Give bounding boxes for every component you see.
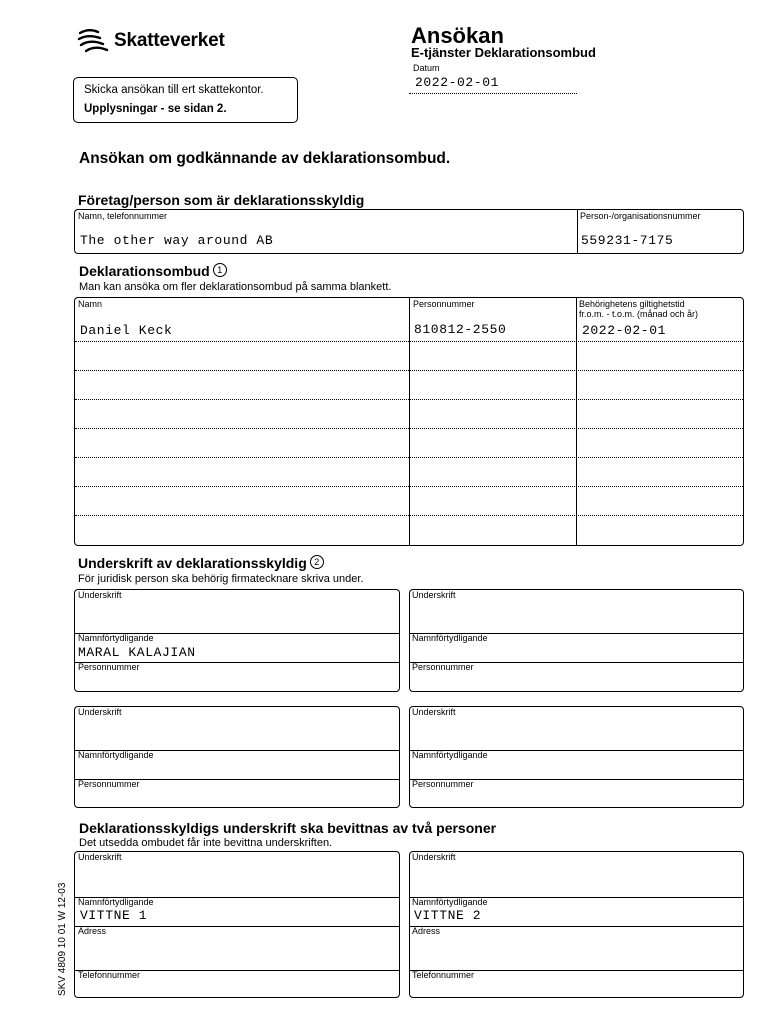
signer-1-name-label: Namnförtydligande — [78, 633, 154, 643]
skatteverket-logo — [76, 26, 225, 56]
notice-line-1: Skicka ansökan till ert skattekontor. — [84, 84, 264, 96]
company-box — [74, 209, 744, 254]
date-value[interactable]: 2022-02-01 — [415, 75, 500, 90]
signer-box-1 — [74, 589, 400, 692]
ombud-row-1-valid[interactable]: 2022-02-01 — [582, 323, 667, 338]
ombud-row-line — [75, 399, 743, 400]
witness-2-name-label: Namnförtydligande — [412, 897, 488, 907]
ombud-col-valid-line1: Behörighetens giltighetstid — [579, 299, 685, 309]
witness-1-sign-label: Underskrift — [78, 852, 122, 862]
signature-subtext: För juridisk person ska behörig firmatecknare skriva under. — [78, 573, 364, 585]
signer-4-pnr-label: Personnummer — [412, 779, 474, 789]
company-orgnr-label: Person-/organisationsnummer — [580, 211, 701, 221]
witness-2-divider — [410, 926, 743, 927]
ombud-row-line — [75, 341, 743, 342]
company-heading: Företag/person som är deklarationsskyldig — [78, 192, 365, 208]
witness-1-address-label: Adress — [78, 926, 107, 936]
witness-2-address-label: Adress — [412, 926, 441, 936]
signer-3-sign-label: Underskrift — [78, 707, 122, 717]
witness-subtext: Det utsedda ombudet får inte bevittna underskriften. — [79, 837, 333, 849]
form-code: SKV 4809 10 01 W 12-03 — [57, 882, 68, 996]
form-subtitle: E-tjänster Deklarationsombud — [411, 45, 596, 60]
ombud-row-1-name[interactable]: Daniel Keck — [80, 323, 173, 338]
ombud-subtext: Man kan ansöka om fler deklarationsombud på samma blankett. — [79, 281, 392, 293]
company-name-label: Namn, telefonnummer — [78, 211, 168, 221]
signer-1-pnr-label: Personnummer — [78, 662, 140, 672]
signer-3-pnr-label: Personnummer — [78, 779, 140, 789]
signer-box-2 — [409, 589, 744, 692]
signer-4-sign-label: Underskrift — [412, 707, 456, 717]
ombud-col-valid-line2: fr.o.m. - t.o.m. (månad och år) — [579, 309, 699, 319]
ombud-row-line — [75, 515, 743, 516]
signer-1-sign-label: Underskrift — [78, 590, 122, 600]
company-name-field[interactable]: The other way around AB — [80, 233, 274, 248]
ombud-col-name: Namn — [78, 299, 103, 309]
witness-box-2 — [409, 851, 744, 998]
witness-2-sign-label: Underskrift — [412, 852, 456, 862]
brand-name: Skatteverket — [114, 30, 225, 51]
note-2-marker: 2 — [310, 555, 324, 569]
skatteverket-logo-icon — [76, 26, 110, 56]
ombud-row-line — [75, 486, 743, 487]
signer-2-name-label: Namnförtydligande — [412, 633, 488, 643]
ombud-col-divider-1 — [409, 298, 410, 545]
witness-heading: Deklarationsskyldigs underskrift ska bevittnas av två personer — [79, 820, 497, 836]
form-title: Ansökan — [411, 23, 504, 48]
notice-box — [73, 77, 298, 123]
witness-1-divider — [75, 926, 399, 927]
date-underline — [409, 93, 577, 94]
ombud-col-valid — [579, 299, 698, 319]
witness-1-phone-label: Telefonnummer — [78, 970, 141, 980]
witness-1-name-field[interactable]: VITTNE 1 — [80, 908, 148, 923]
ombud-heading-text: Deklarationsombud — [79, 263, 210, 279]
ombud-col-pnr: Personnummer — [413, 299, 475, 309]
ombud-row-line — [75, 428, 743, 429]
ombud-table — [74, 297, 744, 546]
signer-2-pnr-label: Personnummer — [412, 662, 474, 672]
ombud-row-line — [75, 370, 743, 371]
ombud-col-divider-2 — [576, 298, 577, 545]
signer-2-sign-label: Underskrift — [412, 590, 456, 600]
signer-box-3 — [74, 706, 400, 808]
ombud-heading — [79, 263, 227, 279]
signer-1-name-field[interactable]: MARAL KALAJIAN — [78, 645, 196, 660]
signature-heading — [78, 555, 324, 571]
witness-2-name-field[interactable]: VITTNE 2 — [414, 908, 482, 923]
witness-2-phone-label: Telefonnummer — [412, 970, 475, 980]
date-label: Datum — [413, 63, 440, 73]
main-title: Ansökan om godkännande av deklarationsombud. — [79, 150, 451, 167]
signer-4-name-label: Namnförtydligande — [412, 750, 488, 760]
signature-heading-text: Underskrift av deklarationsskyldig — [78, 555, 307, 571]
ombud-row-line — [75, 457, 743, 458]
company-divider — [577, 210, 578, 253]
signer-box-4 — [409, 706, 744, 808]
witness-box-1 — [74, 851, 400, 998]
company-orgnr-field[interactable]: 559231-7175 — [581, 233, 674, 248]
signer-3-name-label: Namnförtydligande — [78, 750, 154, 760]
notice-line-2: Upplysningar - se sidan 2. — [84, 103, 227, 115]
witness-1-name-label: Namnförtydligande — [78, 897, 154, 907]
note-1-marker: 1 — [213, 263, 227, 277]
ombud-row-1-pnr[interactable]: 810812-2550 — [414, 322, 507, 337]
